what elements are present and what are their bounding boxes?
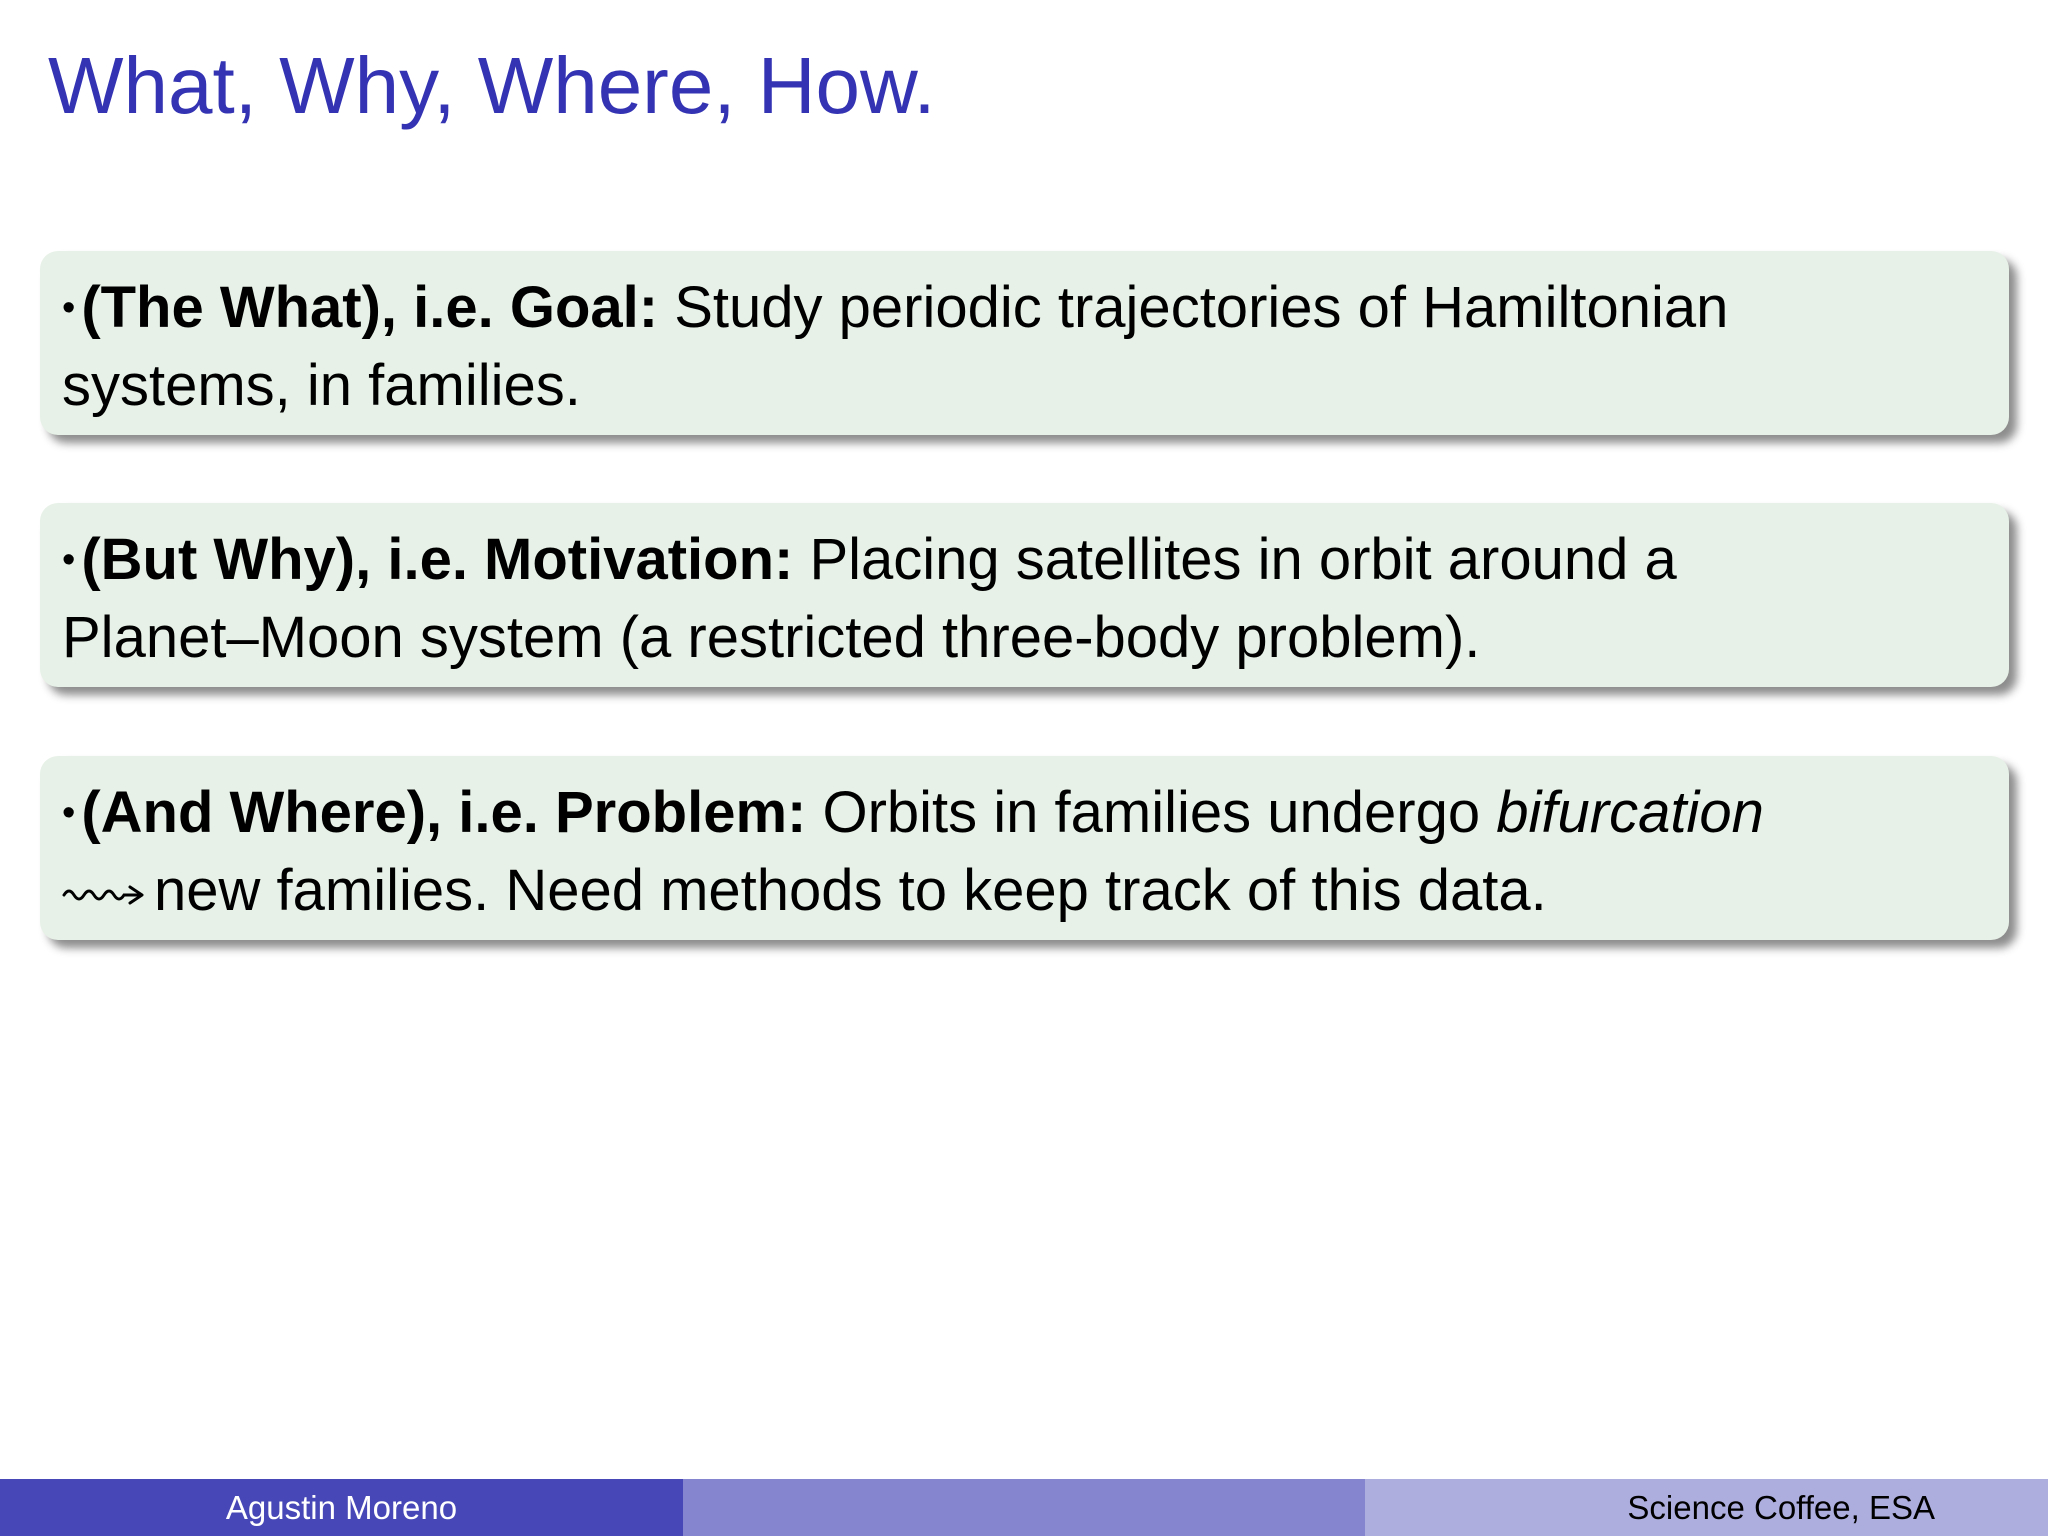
bullet-icon: •: [62, 539, 76, 581]
footer-bar: [0, 1479, 2048, 1536]
footer-event-segment: [1365, 1479, 2048, 1536]
problem-block: [40, 756, 2009, 940]
problem-line-2-text: new families. Need methods to keep track of this data.: [154, 858, 1547, 923]
problem-emphasis: bifurcation: [1496, 780, 1764, 845]
footer-event: Science Coffee, ESA: [1627, 1488, 1935, 1526]
problem-lead: (And Where), i.e. Problem:: [81, 780, 807, 845]
goal-lead: (The What), i.e. Goal:: [81, 275, 659, 340]
motivation-lead: (But Why), i.e. Motivation:: [81, 527, 794, 592]
bullet-icon: •: [62, 792, 76, 834]
motivation-block: [40, 503, 2009, 687]
footer-author-segment: [0, 1479, 683, 1536]
footer-middle-segment: [683, 1479, 1365, 1536]
problem-line-1: [62, 774, 1983, 852]
motivation-line-1: [62, 521, 1983, 599]
motivation-line-2: Planet–Moon system (a restricted three-body problem).: [62, 605, 1481, 670]
motivation-text: Placing satellites in orbit around a: [793, 527, 1677, 592]
problem-text: Orbits in families undergo: [806, 780, 1497, 845]
goal-block: [40, 251, 2009, 435]
goal-line-2: systems, in families.: [62, 353, 581, 418]
goal-text: Study periodic trajectories of Hamiltonian: [658, 275, 1729, 340]
footer-author: Agustin Moreno: [225, 1488, 458, 1526]
goal-line-1: [62, 269, 1983, 347]
squiggly-arrow-icon: [62, 878, 146, 908]
bullet-icon: •: [62, 287, 76, 329]
problem-line-2: [62, 852, 1983, 929]
slide-title: What, Why, Where, How.: [48, 41, 936, 130]
